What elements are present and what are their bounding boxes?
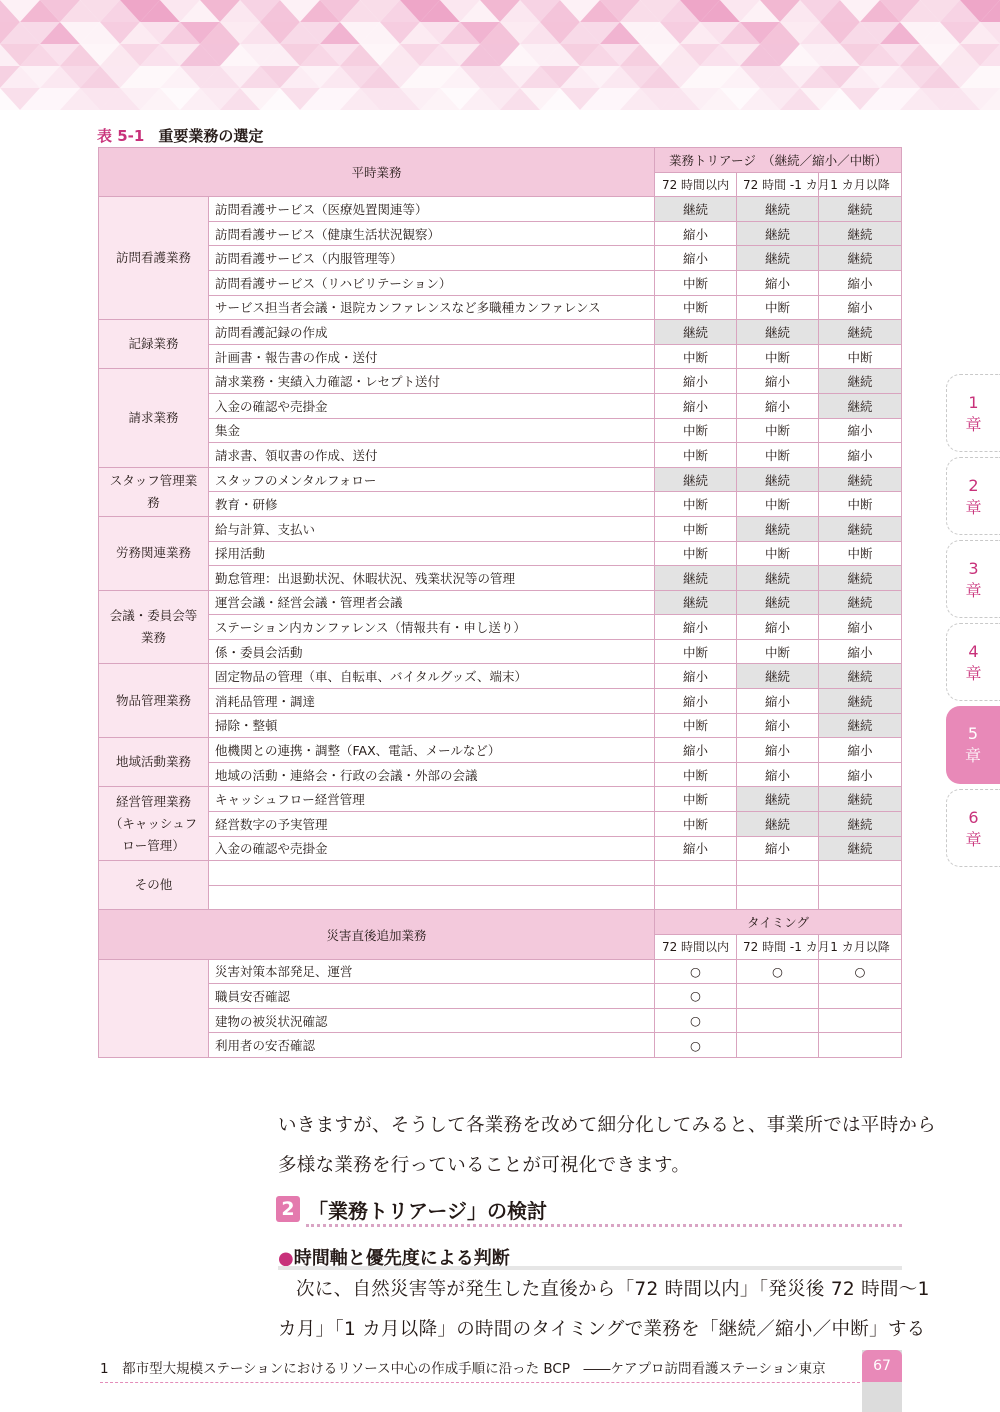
table-row <box>99 664 902 689</box>
chapter-tab-number: 3 <box>968 559 979 578</box>
status-cell: 縮小 <box>655 393 737 418</box>
status-cell: 縮小 <box>819 418 902 443</box>
task-cell: 地域の活動・連絡会・行政の会議・外部の会議 <box>209 762 655 787</box>
status-cell: 継続 <box>819 836 902 861</box>
table-row <box>99 713 902 738</box>
business-triage-table <box>98 147 902 1058</box>
category-cell-empty <box>99 959 209 1057</box>
status-cell: 縮小 <box>819 639 902 664</box>
task-cell: 消耗品管理・調達 <box>209 689 655 714</box>
chapter-tab-number: 4 <box>968 642 979 661</box>
table-row <box>99 492 902 517</box>
status-cell: 中断 <box>655 762 737 787</box>
status-cell: 中断 <box>737 295 819 320</box>
status-cell: 継続 <box>819 664 902 689</box>
timing-col-3: 1 カ月以降 <box>819 935 902 960</box>
status-cell: 継続 <box>737 664 819 689</box>
status-cell: 中断 <box>655 418 737 443</box>
status-cell: 継続 <box>819 467 902 492</box>
status-cell: 中断 <box>655 443 737 468</box>
category-cell: 訪問看護業務 <box>99 197 209 320</box>
table-row <box>99 590 902 615</box>
table-number: 表 5-1 <box>97 127 145 145</box>
status-cell: 中断 <box>737 418 819 443</box>
status-cell: 継続 <box>655 197 737 222</box>
task-cell: 利用者の安否確認 <box>209 1033 655 1058</box>
circle-cell: ○ <box>655 984 737 1009</box>
category-cell: 地域活動業務 <box>99 738 209 787</box>
task-cell: 職員安否確認 <box>209 984 655 1009</box>
task-cell: 建物の被災状況確認 <box>209 1008 655 1033</box>
task-cell: スタッフのメンタルフォロー <box>209 467 655 492</box>
circle-cell <box>737 1033 819 1058</box>
bullet-icon: ● <box>278 1248 294 1269</box>
status-cell: 縮小 <box>737 836 819 861</box>
table-row <box>99 787 902 812</box>
status-cell: 中断 <box>819 541 902 566</box>
paragraph-line: いきますが、そうして各業務を改めて細分化してみると、事業所では平時から <box>278 1115 937 1136</box>
running-footer: 1 都市型大規模ステーションにおけるリソース中心の作成手順に沿った BCP ――ケアプロ訪問看護ステーション東京 <box>100 1361 826 1377</box>
status-cell: 継続 <box>819 197 902 222</box>
chapter-tab-5[interactable] <box>946 706 1000 784</box>
status-cell: 縮小 <box>655 246 737 271</box>
task-cell: 入金の確認や売掛金 <box>209 393 655 418</box>
status-cell: 中断 <box>737 344 819 369</box>
status-cell: 中断 <box>655 639 737 664</box>
header-timing: タイミング <box>655 910 902 935</box>
chapter-tab-label: 章 <box>965 498 982 517</box>
footer-rule <box>100 1382 860 1383</box>
status-cell: 縮小 <box>737 615 819 640</box>
table-row <box>99 467 902 492</box>
table-row <box>99 885 902 910</box>
table-row <box>99 566 902 591</box>
timing-col-1: 72 時間以内 <box>655 935 737 960</box>
task-cell: サービス担当者会議・退院カンファレンスなど多職種カンファレンス <box>209 295 655 320</box>
chapter-tab-2[interactable] <box>946 457 1000 535</box>
status-cell: 中断 <box>655 270 737 295</box>
circle-cell <box>819 1033 902 1058</box>
status-cell: 継続 <box>819 320 902 345</box>
status-cell: 中断 <box>819 492 902 517</box>
task-cell: 訪問看護サービス（内服管理等） <box>209 246 655 271</box>
header-col-2: 72 時間 -1 カ月 <box>737 172 819 197</box>
status-cell: 中断 <box>655 295 737 320</box>
paragraph-2 <box>278 1270 930 1350</box>
table-row <box>99 295 902 320</box>
task-cell <box>209 861 655 886</box>
task-cell: 請求業務・実績入力確認・レセプト送付 <box>209 369 655 394</box>
chapter-tab-1[interactable] <box>946 374 1000 452</box>
task-cell: 訪問看護サービス（リハビリテーション） <box>209 270 655 295</box>
category-cell: 会議・委員会等業務 <box>99 590 209 664</box>
status-cell: 継続 <box>655 590 737 615</box>
table-row <box>99 221 902 246</box>
status-cell: 中断 <box>655 344 737 369</box>
table-row <box>99 689 902 714</box>
timing-col-2: 72 時間 -1 カ月 <box>737 935 819 960</box>
subheading <box>278 1244 902 1269</box>
task-cell: 入金の確認や売掛金 <box>209 836 655 861</box>
chapter-tab-label: 章 <box>965 415 982 434</box>
header-decoration <box>0 0 1000 100</box>
status-cell: 中断 <box>655 492 737 517</box>
table-row <box>99 197 902 222</box>
status-cell: 継続 <box>737 320 819 345</box>
status-cell <box>655 885 737 910</box>
table-row <box>99 812 902 837</box>
circle-cell <box>737 1008 819 1033</box>
task-cell: 訪問看護サービス（医療処置関連等） <box>209 197 655 222</box>
status-cell: 中断 <box>655 812 737 837</box>
status-cell: 継続 <box>819 369 902 394</box>
status-cell: 継続 <box>819 713 902 738</box>
task-cell: 採用活動 <box>209 541 655 566</box>
status-cell: 縮小 <box>819 615 902 640</box>
status-cell: 縮小 <box>737 713 819 738</box>
task-cell: キャッシュフロー経営管理 <box>209 787 655 812</box>
status-cell: 継続 <box>655 566 737 591</box>
status-cell: 継続 <box>819 812 902 837</box>
status-cell: 縮小 <box>737 762 819 787</box>
circle-cell: ○ <box>655 959 737 984</box>
header-normal-ops: 平時業務 <box>99 148 655 197</box>
status-cell: 継続 <box>655 320 737 345</box>
section-title: 「業務トリアージ」の検討 <box>308 1199 547 1223</box>
status-cell: 縮小 <box>655 615 737 640</box>
status-cell: 継続 <box>737 516 819 541</box>
status-cell: 中断 <box>655 713 737 738</box>
task-cell: 固定物品の管理（車、自転車、バイタルグッズ、端末） <box>209 664 655 689</box>
chapter-tab-label: 章 <box>965 830 982 849</box>
table-row <box>99 246 902 271</box>
status-cell: 縮小 <box>655 689 737 714</box>
task-cell: 教育・研修 <box>209 492 655 517</box>
status-cell: 中断 <box>737 443 819 468</box>
status-cell <box>819 885 902 910</box>
status-cell: 継続 <box>737 787 819 812</box>
circle-cell <box>819 1008 902 1033</box>
status-cell: 継続 <box>737 590 819 615</box>
table-row <box>99 320 902 345</box>
status-cell: 継続 <box>819 566 902 591</box>
task-cell: 訪問看護記録の作成 <box>209 320 655 345</box>
status-cell: 継続 <box>819 221 902 246</box>
status-cell <box>737 885 819 910</box>
status-cell: 縮小 <box>819 295 902 320</box>
category-cell: 記録業務 <box>99 320 209 369</box>
table-row <box>99 959 902 984</box>
task-cell: 請求書、領収書の作成、送付 <box>209 443 655 468</box>
task-cell: 集金 <box>209 418 655 443</box>
status-cell: 継続 <box>819 689 902 714</box>
task-cell: 係・委員会活動 <box>209 639 655 664</box>
table-row <box>99 270 902 295</box>
circle-cell: ○ <box>655 1033 737 1058</box>
header-col-1: 72 時間以内 <box>655 172 737 197</box>
paragraph-line: 多様な業務を行っていることが可視化できます。 <box>278 1155 691 1176</box>
subheading-text: 時間軸と優先度による判断 <box>293 1248 510 1269</box>
task-cell: 掃除・整頓 <box>209 713 655 738</box>
status-cell: 継続 <box>737 246 819 271</box>
status-cell <box>819 861 902 886</box>
status-cell: 継続 <box>737 197 819 222</box>
category-cell: 請求業務 <box>99 369 209 467</box>
status-cell: 継続 <box>737 566 819 591</box>
table-row <box>99 639 902 664</box>
status-cell: 継続 <box>819 787 902 812</box>
circle-cell <box>737 984 819 1009</box>
task-cell: 訪問看護サービス（健康生活状況観察） <box>209 221 655 246</box>
chapter-tab-label: 章 <box>965 581 982 600</box>
status-cell: 縮小 <box>819 762 902 787</box>
table-row <box>99 516 902 541</box>
task-cell: 災害対策本部発足、運営 <box>209 959 655 984</box>
task-cell: 計画書・報告書の作成・送付 <box>209 344 655 369</box>
table-row <box>99 861 902 886</box>
status-cell: 縮小 <box>819 443 902 468</box>
task-cell: ステーション内カンファレンス（情報共有・申し送り） <box>209 615 655 640</box>
table-row <box>99 762 902 787</box>
status-cell: 継続 <box>819 246 902 271</box>
table-row <box>99 615 902 640</box>
circle-cell: ○ <box>819 959 902 984</box>
category-cell: 経営管理業務（キャッシュフロー管理） <box>99 787 209 861</box>
status-cell: 縮小 <box>819 738 902 763</box>
status-cell: 継続 <box>737 812 819 837</box>
status-cell: 縮小 <box>737 270 819 295</box>
status-cell: 中断 <box>655 541 737 566</box>
task-cell: 他機関との連携・調整（FAX、電話、メールなど） <box>209 738 655 763</box>
header-triage: 業務トリアージ （継続／縮小／中断） <box>655 148 902 173</box>
header-disaster: 災害直後追加業務 <box>99 910 655 959</box>
status-cell: 中断 <box>737 492 819 517</box>
table-row <box>99 393 902 418</box>
status-cell: 継続 <box>819 590 902 615</box>
circle-cell <box>819 984 902 1009</box>
table-title: 重要業務の選定 <box>158 127 264 145</box>
paragraph-1 <box>278 1106 936 1186</box>
circle-cell: ○ <box>655 1008 737 1033</box>
status-cell: 縮小 <box>655 221 737 246</box>
task-cell: 運営会議・経営会議・管理者会議 <box>209 590 655 615</box>
category-cell: その他 <box>99 861 209 910</box>
chapter-tab-number: 5 <box>967 724 979 743</box>
status-cell: 縮小 <box>655 369 737 394</box>
task-cell <box>209 885 655 910</box>
status-cell <box>737 861 819 886</box>
table-row <box>99 344 902 369</box>
chapter-tab-label: 章 <box>965 664 982 683</box>
category-cell: スタッフ管理業務 <box>99 467 209 516</box>
status-cell: 縮小 <box>737 738 819 763</box>
status-cell: 中断 <box>737 541 819 566</box>
section-heading <box>276 1195 902 1225</box>
table-row <box>99 738 902 763</box>
status-cell: 縮小 <box>655 836 737 861</box>
chapter-tab-number: 6 <box>968 808 979 827</box>
table-row <box>99 1008 902 1033</box>
table-row <box>99 836 902 861</box>
status-cell: 縮小 <box>655 738 737 763</box>
chapter-tab-number: 1 <box>968 393 979 412</box>
status-cell: 縮小 <box>655 664 737 689</box>
status-cell: 縮小 <box>737 393 819 418</box>
chapter-tab-4[interactable] <box>946 623 1000 701</box>
status-cell: 縮小 <box>737 689 819 714</box>
status-cell: 中断 <box>655 787 737 812</box>
status-cell: 縮小 <box>819 270 902 295</box>
category-cell: 労務関連業務 <box>99 516 209 590</box>
table-caption <box>97 125 263 146</box>
table-row <box>99 984 902 1009</box>
paragraph-line: 次に、自然災害等が発生した直後から「72 時間以内」「発災後 72 時間～1 <box>296 1279 930 1300</box>
status-cell <box>655 861 737 886</box>
status-cell: 継続 <box>737 467 819 492</box>
chapter-tab-label: 章 <box>964 746 981 765</box>
section-underline <box>306 1224 902 1227</box>
status-cell: 継続 <box>819 516 902 541</box>
table-row <box>99 443 902 468</box>
status-cell: 継続 <box>737 221 819 246</box>
page-number: 67 <box>862 1350 902 1382</box>
chapter-tab-number: 2 <box>968 476 979 495</box>
status-cell: 中断 <box>655 516 737 541</box>
status-cell: 継続 <box>655 467 737 492</box>
task-cell: 給与計算、支払い <box>209 516 655 541</box>
chapter-tab-3[interactable] <box>946 540 1000 618</box>
paragraph-line: カ月」「1 カ月以降」の時間のタイミングで業務を「継続／縮小／中断」する <box>278 1319 926 1340</box>
category-cell: 物品管理業務 <box>99 664 209 738</box>
status-cell: 継続 <box>819 393 902 418</box>
task-cell: 勤怠管理：出退勤状況、休暇状況、残業状況等の管理 <box>209 566 655 591</box>
table-row <box>99 541 902 566</box>
table-row <box>99 1033 902 1058</box>
header-col-3: 1 カ月以降 <box>819 172 902 197</box>
section-number: 2 <box>276 1196 300 1222</box>
task-cell: 経営数字の予実管理 <box>209 812 655 837</box>
circle-cell: ○ <box>737 959 819 984</box>
status-cell: 中断 <box>819 344 902 369</box>
status-cell: 縮小 <box>737 369 819 394</box>
table-row <box>99 418 902 443</box>
status-cell: 中断 <box>737 639 819 664</box>
chapter-tab-6[interactable] <box>946 789 1000 867</box>
table-row <box>99 369 902 394</box>
